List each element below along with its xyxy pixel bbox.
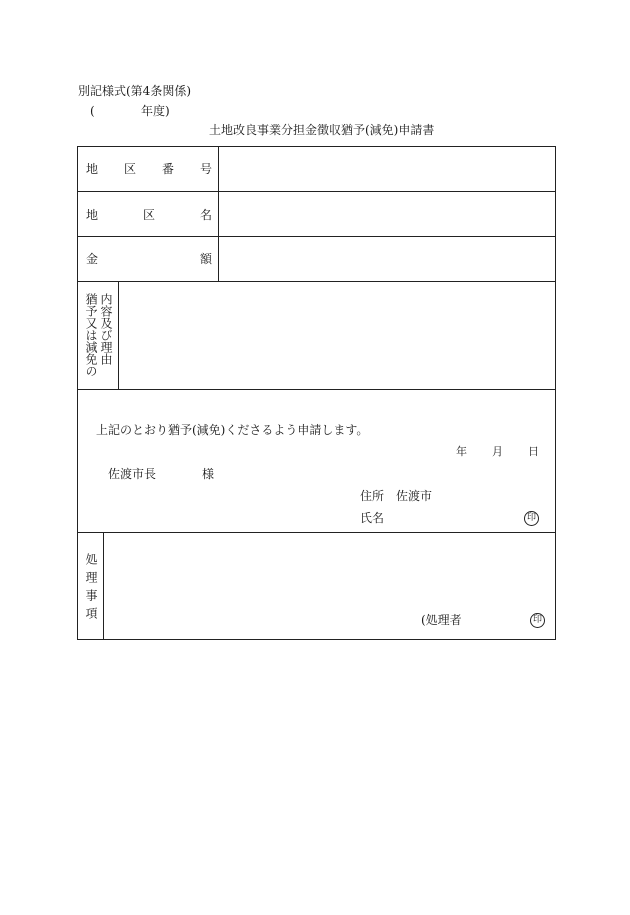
reason-label-line2: 猶予又は減免の xyxy=(84,293,98,377)
processor-label: (処理者 xyxy=(421,613,462,627)
district-number-label: 地 区 番 号 xyxy=(86,162,212,176)
application-statement: 上記のとおり猶予(減免)くださるよう申請します。 xyxy=(96,423,369,437)
amount-label: 金 額 xyxy=(86,252,212,266)
date-year-label: 年 xyxy=(456,445,467,458)
form-header-label: 別記様式(第4条関係) xyxy=(78,84,191,98)
address-label: 住所 xyxy=(360,489,385,503)
recipient-mayor: 佐渡市長 xyxy=(108,467,157,481)
district-name-label: 地 区 名 xyxy=(86,208,212,222)
date-day-label: 日 xyxy=(528,445,539,458)
date-month-label: 月 xyxy=(492,445,503,458)
address-value: 佐渡市 xyxy=(396,489,433,503)
district-number-field[interactable] xyxy=(219,148,555,190)
reason-label-line1: 内容及び理由 xyxy=(99,293,113,365)
district-name-field[interactable] xyxy=(219,193,555,235)
name-label: 氏名 xyxy=(360,511,385,525)
applicant-seal-icon: 印 xyxy=(524,511,539,526)
fiscal-year-label: 年度) xyxy=(141,104,170,118)
form-title: 土地改良事業分担金徴収猶予(減免)申請書 xyxy=(209,123,435,137)
processing-label: 処理事項 xyxy=(84,553,98,625)
application-form-table xyxy=(77,146,556,640)
processing-field[interactable] xyxy=(104,534,555,638)
processor-seal-icon: 印 xyxy=(530,613,545,628)
reason-field[interactable] xyxy=(119,283,555,388)
recipient-honorific: 様 xyxy=(202,467,215,481)
amount-field[interactable] xyxy=(219,238,555,280)
fiscal-year-open-paren: ( xyxy=(90,104,95,118)
